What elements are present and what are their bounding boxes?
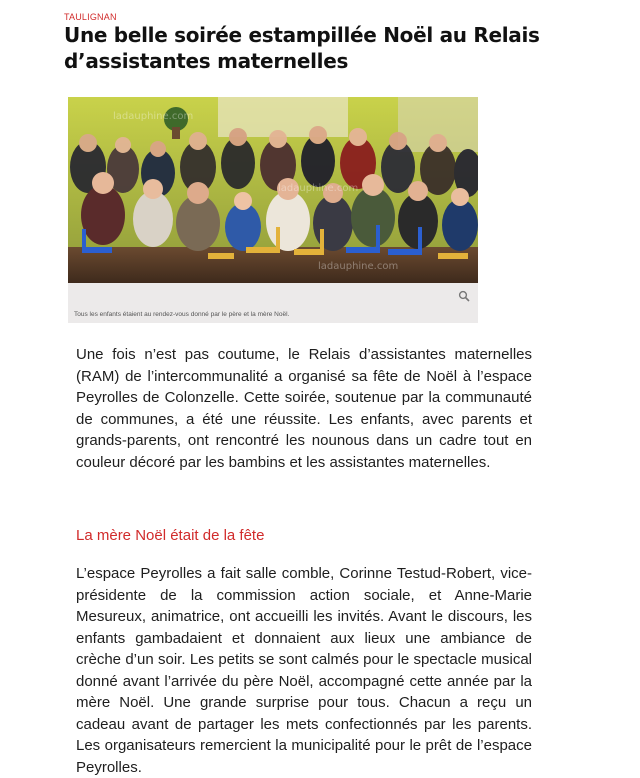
article-paragraph-2: L’espace Peyrolles a fait salle comble, Corinne Testud-Robert, vice-présidente de la commission action sociale, et Anne-Marie Mesureux, animatrice, ont accueilli les invités. Avant le discours, les enfants gambadaient et donnaient aux lieux une ambiance de crèche d’un soir. Les petits se sont calmés pour le spectacle musical donné avant l’arrivée du père Noël, accompagné cette année par la mère Noël. Une grande surprise pour tous. Chacun a reçu un cadeau avant de partager les mets confectionnés par les parents. Les organisateurs remercient la municipalité pour le prêt de l’espace Peyrolles. (76, 565, 532, 776)
section-kicker: TAULIGNAN (64, 12, 117, 22)
photo-watermark: ladauphine.com (113, 111, 194, 122)
photo-watermark: ladauphine.com (278, 183, 359, 194)
magnifier-icon[interactable] (458, 290, 470, 302)
article-photo[interactable] (68, 97, 478, 283)
article-subheading: La mère Noël était de la fête (76, 527, 265, 544)
article-figure (68, 97, 478, 323)
photo-caption: Tous les enfants étaient au rendez-vous donné par le père et la mère Noël. (74, 311, 290, 318)
photo-watermark: ladauphine.com (318, 261, 399, 272)
photo-scene (68, 97, 478, 283)
article-headline: Une belle soirée estampillée Noël au Relais d’assistantes maternelles (64, 23, 540, 73)
article-paragraph-1: Une fois n’est pas coutume, le Relais d’assistantes maternelles (RAM) de l’intercommunalité a organisé sa fête de Noël à l’espace Peyrolles de Colonzelle. Cette soirée, soutenue par la communauté de communes, a été une réussite. Les enfants, avec parents et grands-parents, ont rencontré les nounous dans un cadre tout en couleur décoré par les bambins et les assistantes maternelles. (76, 346, 532, 471)
